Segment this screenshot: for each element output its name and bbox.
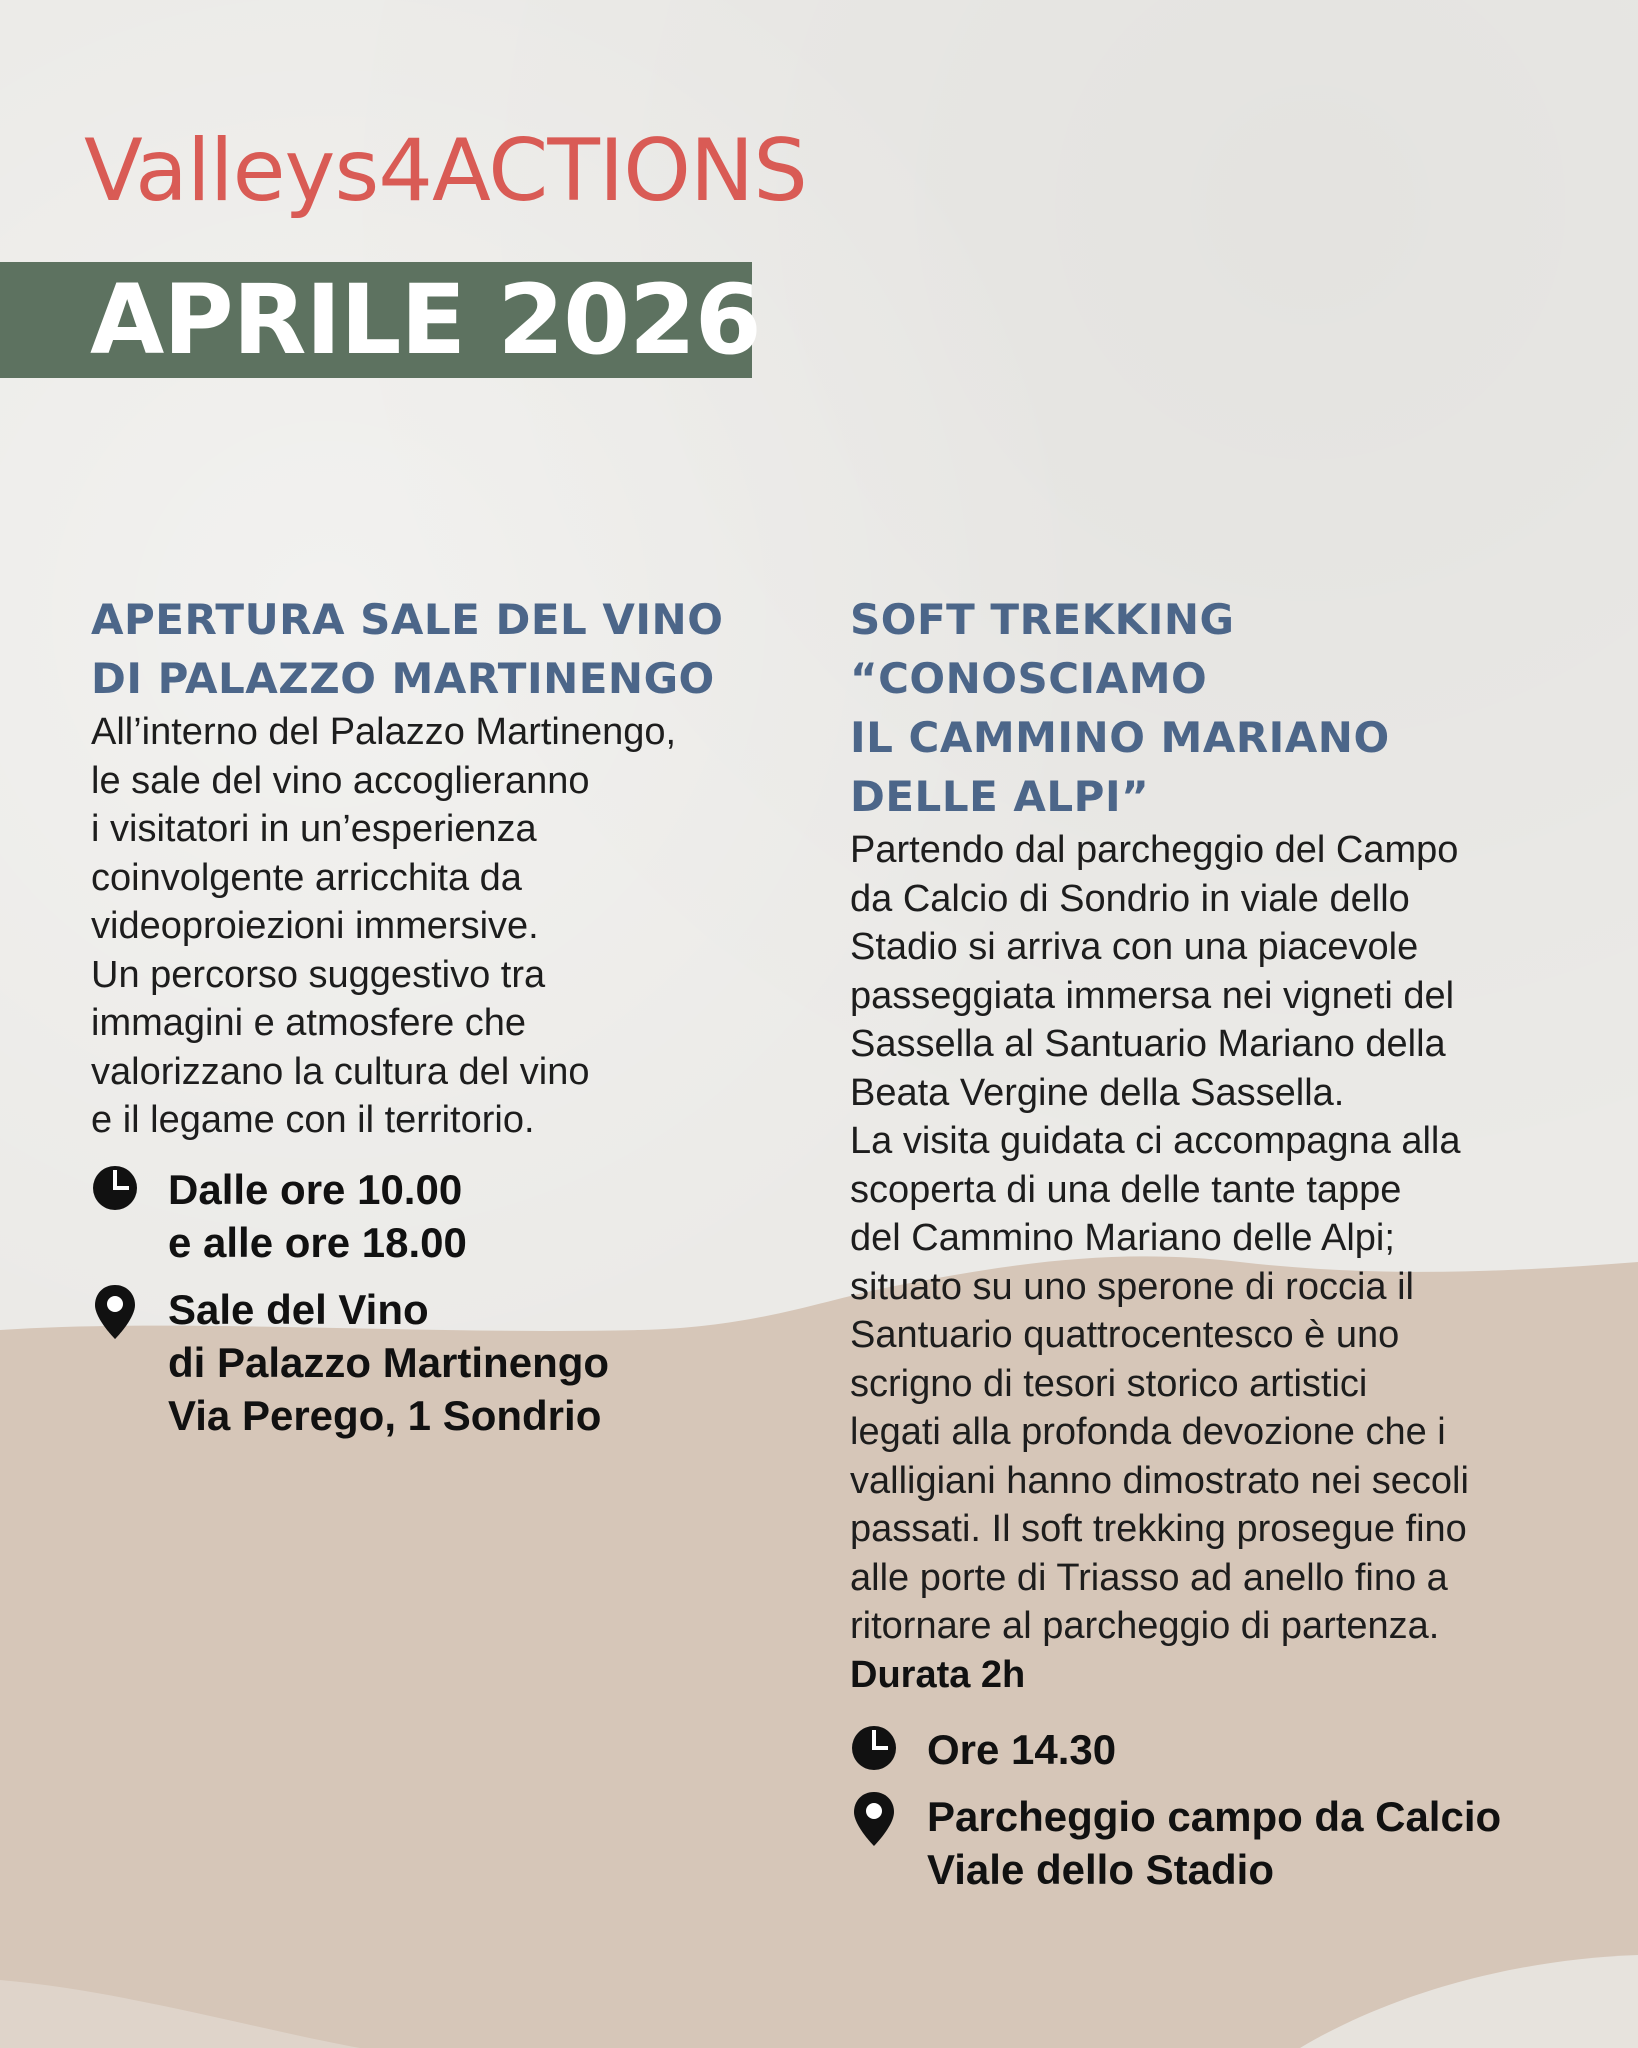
desc-line: valorizzano la cultura del vino — [91, 1050, 590, 1093]
desc-line: del Cammino Mariano delle Alpi; — [850, 1217, 1395, 1259]
event-title — [91, 590, 811, 708]
desc-line: passati. Il soft trekking prosegue fino — [850, 1508, 1467, 1550]
place-line: Sale del Vino — [168, 1285, 429, 1333]
desc-line: le sale del vino accoglieranno — [91, 759, 590, 802]
desc-line: videoproiezioni immersive. — [91, 905, 539, 947]
place-line: Parcheggio campo da Calcio — [927, 1792, 1502, 1840]
place-line: Via Perego, 1 Sondrio — [168, 1391, 602, 1439]
title-line: DELLE ALPI” — [850, 772, 1150, 821]
desc-line: legati alla profonda devozione che i — [850, 1411, 1446, 1453]
desc-line: Un percorso suggestivo tra — [91, 953, 546, 996]
time-line: Dalle ore 10.00 — [168, 1165, 463, 1213]
title-line: APERTURA SALE DEL VINO — [91, 595, 724, 644]
desc-line: valligiani hanno dimostrato nei secoli — [850, 1459, 1469, 1502]
event-place — [850, 1790, 1590, 1896]
desc-line: Beata Vergine della Sassella. — [850, 1071, 1345, 1114]
event-description — [91, 708, 811, 1145]
desc-line: scrigno di tesori storico artistici — [850, 1362, 1368, 1405]
desc-line: All’interno del Palazzo Martinengo, — [91, 711, 677, 753]
event-description — [850, 826, 1590, 1651]
clock-icon — [850, 1723, 898, 1781]
location-pin-icon — [850, 1790, 898, 1848]
event-right — [850, 590, 1590, 1896]
desc-line: coinvolgente arricchita da — [91, 856, 522, 899]
desc-line: scoperta di una delle tante tappe — [850, 1168, 1402, 1211]
event-duration: Durata 2h — [850, 1653, 1026, 1696]
brand-title: Valleys4ACTIONS — [84, 121, 807, 221]
desc-line: ritornare al parcheggio di partenza. — [850, 1605, 1440, 1647]
clock-icon — [91, 1163, 139, 1221]
title-line: DI PALAZZO MARTINENGO — [91, 654, 715, 703]
desc-line: i visitatori in un’esperienza — [91, 808, 537, 850]
location-pin-icon — [91, 1283, 139, 1341]
event-title — [850, 590, 1590, 826]
place-line: di Palazzo Martinengo — [168, 1338, 610, 1386]
title-line: “CONOSCIAMO — [850, 654, 1208, 703]
desc-line: da Calcio di Sondrio in viale dello — [850, 877, 1410, 920]
desc-line: Sassella al Santuario Mariano della — [850, 1023, 1446, 1065]
desc-line: La visita guidata ci accompagna alla — [850, 1120, 1461, 1162]
event-left — [91, 590, 811, 1442]
title-line: SOFT TREKKING — [850, 595, 1235, 644]
event-place — [91, 1283, 811, 1442]
desc-line: Stadio si arriva con una piacevole — [850, 926, 1419, 968]
desc-line: e il legame con il territorio. — [91, 1099, 535, 1141]
event-time — [91, 1163, 811, 1269]
time-line: Ore 14.30 — [927, 1725, 1117, 1773]
desc-line: Santuario quattrocentesco è uno — [850, 1314, 1400, 1356]
desc-line: Partendo dal parcheggio del Campo — [850, 829, 1459, 871]
desc-line: alle porte di Triasso ad anello fino a — [850, 1556, 1448, 1599]
event-time — [850, 1723, 1590, 1776]
desc-line: passeggiata immersa nei vigneti del — [850, 974, 1455, 1017]
place-line: Viale dello Stadio — [927, 1845, 1274, 1893]
desc-line: immagini e atmosfere che — [91, 1002, 527, 1044]
title-line: IL CAMMINO MARIANO — [850, 713, 1390, 762]
desc-line: situato su uno sperone di roccia il — [850, 1265, 1414, 1308]
month-title: APRILE 2026 — [90, 264, 761, 376]
time-line: e alle ore 18.00 — [168, 1218, 467, 1266]
